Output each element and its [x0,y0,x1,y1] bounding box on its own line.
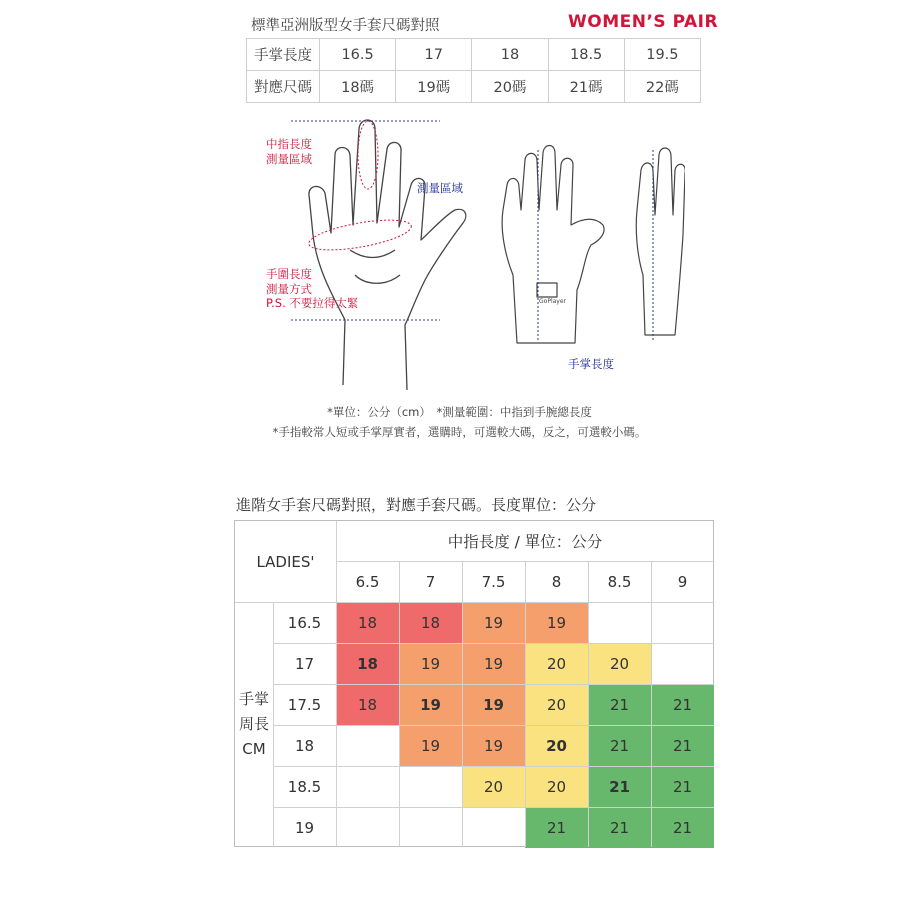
row-header [235,602,273,847]
hand-glove-diagram [255,115,685,400]
size-cell: 20 [525,643,588,684]
standard-size-table [246,38,701,103]
size-cell: 19 [399,684,462,725]
palm-length-cell: 19.5 [624,39,700,71]
size-cell [336,807,399,848]
middle-finger-label-line2: 測量區域 [266,151,312,166]
size-cell: 19 [462,725,525,766]
hand-sketch [309,120,466,390]
size-cell: 20 [588,643,651,684]
glove-sketch [502,146,685,344]
size-header: 對應尺碼 [247,71,320,103]
size-cell: 21 [651,807,714,848]
size-cell [588,602,651,643]
grid-line [399,561,400,847]
glove-brand-logo: GoPlayer [539,298,566,305]
advanced-chart-title: 進階女手套尺碼對照，對應手套尺碼。長度單位：公分 [236,496,597,514]
size-cell: 21 [588,807,651,848]
size-cell: 19 [399,725,462,766]
size-cell: 18 [336,602,399,643]
size-cell: 19 [462,643,525,684]
middle-finger-label [266,137,312,166]
grid-line [651,561,652,847]
size-cell: 21 [588,725,651,766]
palm-length-header: 手掌長度 [247,39,320,71]
middle-finger-label-line1: 中指長度 [266,137,312,151]
size-row [247,71,701,103]
circumference-label-line3: P.S. 不要拉得太緊 [266,296,359,310]
size-cell [336,725,399,766]
size-cell: 21 [651,684,714,725]
row-header-line1: 手掌 [238,690,269,708]
size-cell: 19 [462,602,525,643]
size-cell: 18 [336,643,399,684]
size-cell: 20 [462,766,525,807]
size-cell: 20 [525,725,588,766]
grid-line [273,643,714,644]
size-cell [399,807,462,848]
grid-line [525,561,526,847]
unit-note: *單位：公分（cm） *測量範圍：中指到手腕總長度 [327,405,592,419]
corner-label: LADIES' [256,552,315,571]
grid-line [336,561,714,562]
palm-length-cell: 18 [472,39,548,71]
size-cell: 21 [588,766,651,807]
size-cell: 20 [525,684,588,725]
grid-line [235,602,714,603]
palm-length-cell: 17 [396,39,472,71]
column-value-header: 8.5 [607,572,632,591]
row-value-header: 19 [294,818,315,837]
size-cell [651,643,714,684]
size-cell: 19 [525,602,588,643]
row-header-line3: CM [242,740,266,758]
grid-line [273,725,714,726]
size-cell: 20 [525,766,588,807]
column-value-header: 6.5 [355,572,380,591]
size-cell [651,602,714,643]
size-cell [462,807,525,848]
size-cell: 21 [525,807,588,848]
palm-length-cell: 16.5 [320,39,396,71]
row-value-header: 16.5 [287,613,322,632]
size-cell: 18碼 [320,71,396,103]
palm-length-cell: 18.5 [548,39,624,71]
row-header-line2: 周長 [238,715,269,733]
grid-line [273,684,714,685]
selection-note: *手指較常人短或手掌厚實者，選購時，可選較大碼，反之，可選較小碼。 [272,425,647,439]
size-cell: 19 [399,643,462,684]
size-cell: 21碼 [548,71,624,103]
grid-line [273,807,714,808]
size-cell: 18 [399,602,462,643]
advanced-size-grid [234,520,714,847]
grid-line [588,561,589,847]
circumference-label-line1: 手圍長度 [266,267,312,281]
row-value-header: 18 [294,736,315,755]
womens-pair-badge: WOMEN’S PAIR [568,12,719,32]
column-value-header: 9 [677,572,688,591]
size-cell: 20碼 [472,71,548,103]
column-value-header: 7.5 [481,572,506,591]
size-chart-title: 標準亞洲版型女手套尺碼對照 [251,18,440,34]
column-header: 中指長度 / 單位：公分 [447,533,603,551]
size-cell: 21 [651,766,714,807]
size-cell: 21 [651,725,714,766]
size-cell: 19 [462,684,525,725]
grid-line [273,766,714,767]
size-cell [336,766,399,807]
circumference-label [266,267,358,311]
palm-length-row [247,39,701,71]
size-cell [399,766,462,807]
size-cell: 21 [588,684,651,725]
measure-area-label: 測量區域 [417,181,463,195]
size-cell: 18 [336,684,399,725]
row-value-header: 17 [294,654,315,673]
row-value-header: 18.5 [287,777,322,796]
row-value-header: 17.5 [287,695,322,714]
column-value-header: 7 [425,572,436,591]
size-cell: 22碼 [624,71,700,103]
column-value-header: 8 [551,572,562,591]
palm-length-label: 手掌長度 [568,357,614,371]
circumference-label-line2: 測量方式 [266,281,312,296]
size-cell: 19碼 [396,71,472,103]
grid-line [462,561,463,847]
